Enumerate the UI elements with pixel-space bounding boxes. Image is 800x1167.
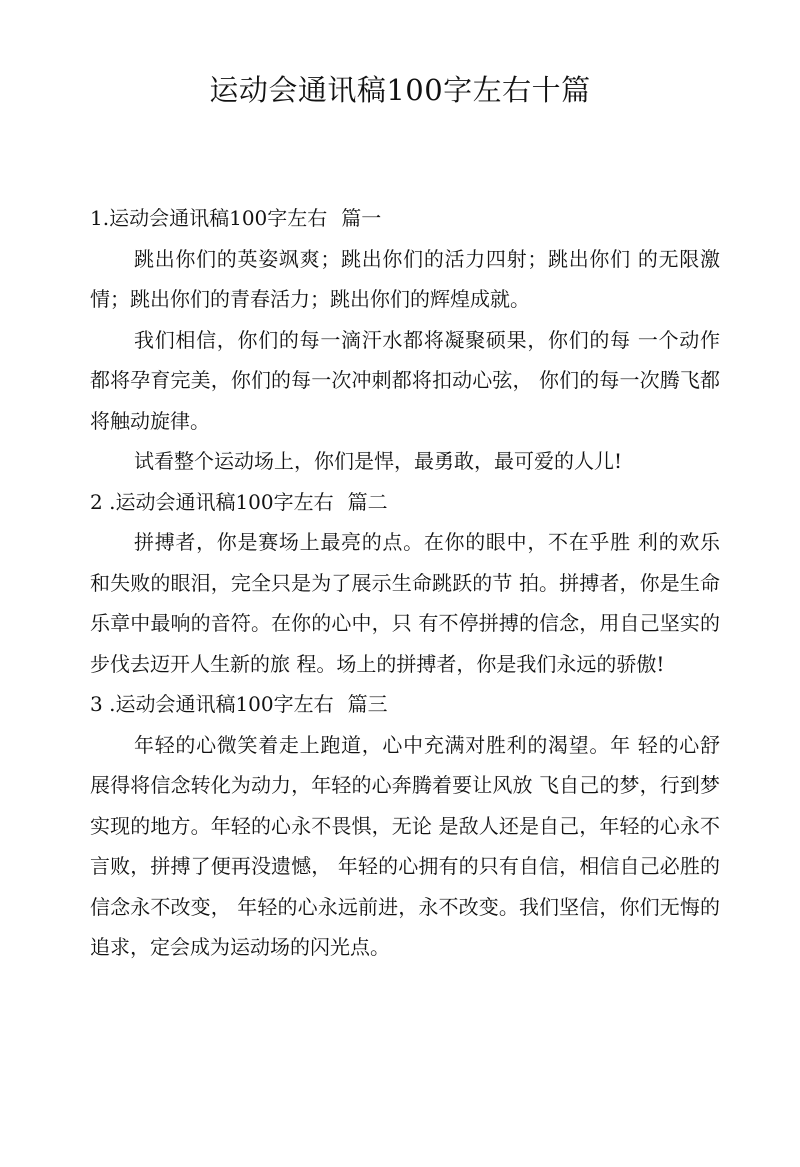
document-body — [90, 198, 720, 968]
section-heading — [90, 684, 720, 725]
section-heading — [90, 198, 720, 239]
section-part-label: 篇三 — [347, 692, 388, 716]
paragraph: 我们相信，你们的每一滴汗水都将凝聚硕果，你们的每 一个动作都将孕育完美，你们的每一次冲刺都将扣动心弦， 你们的每一次腾飞都将触动旋律。 — [90, 327, 720, 433]
page-title: 运动会通讯稿100字左右十篇 — [209, 73, 591, 107]
section-number: 3 . — [90, 692, 116, 716]
section-heading-text: 运动会通讯稿100字左右 — [109, 206, 328, 230]
section-2 — [90, 482, 720, 685]
section-part-label: 篇一 — [341, 206, 382, 230]
paragraph: 跳出你们的英姿飒爽；跳出你们的活力四射；跳出你们 的无限激情；跳出你们的青春活力；跳出你们的辉煌成就。 — [90, 246, 720, 311]
paragraph: 试看整个运动场上，你们是悍，最勇敢，最可爱的人儿! — [134, 449, 623, 473]
paragraph: 拼搏者，你是赛场上最亮的点。在你的眼中，不在乎胜 利的欢乐和失败的眼泪，完全只是为了展示生命跳跃的节 拍。拼搏者，你是生命乐章中最响的音符。在你的心中，只 有不停拼搏的信念，用自己坚实的步伐去迈开人生新的旅 程。场上的拼搏者，你是我们永远的骄傲! — [90, 530, 720, 676]
section-heading-text: 运动会通讯稿100字左右 — [115, 489, 334, 514]
section-3 — [90, 684, 720, 968]
section-number: 2 . — [90, 489, 116, 514]
section-number: 1. — [90, 206, 110, 230]
paragraph: 年轻的心微笑着走上跑道，心中充满对胜利的渴望。年 轻的心舒展得将信念转化为动力，年轻的心奔腾着要让风放 飞自己的梦，行到梦实现的地方。年轻的心永不畏惧，无论 是敌人还是自己，年轻的心永不言败，拼搏了便再没遗憾， 年轻的心拥有的只有自信，相信自己必胜的信念永不改变， 年轻的心永远前进，永不改变。我们坚信，你们无悔的追求，定会成为运动场的闪光点。 — [90, 732, 720, 959]
section-part-label: 篇二 — [347, 489, 388, 514]
section-1 — [90, 198, 720, 482]
section-heading — [90, 482, 720, 523]
section-heading-text: 运动会通讯稿100字左右 — [115, 692, 334, 716]
